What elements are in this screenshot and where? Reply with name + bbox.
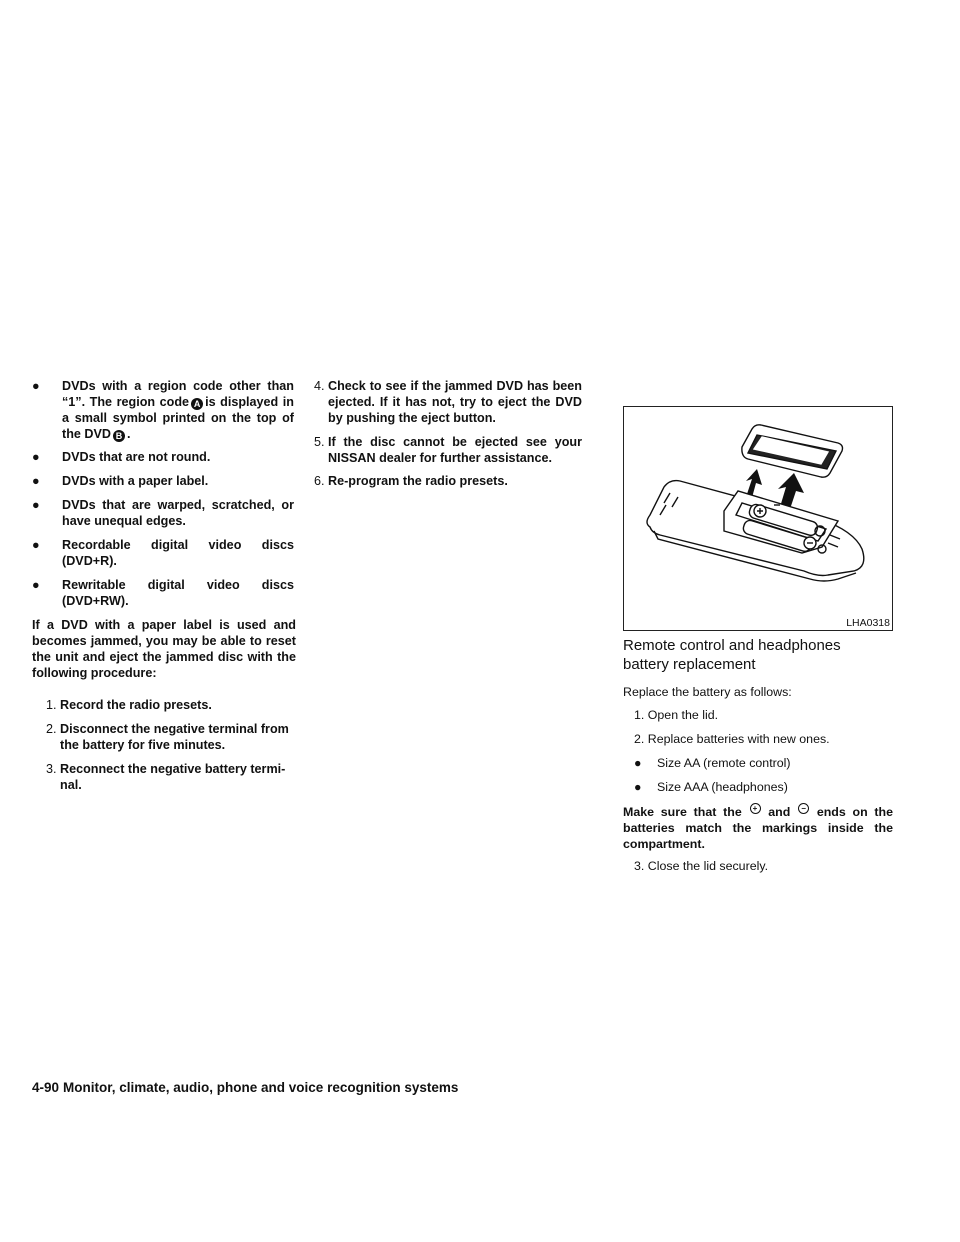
- plus-terminal-icon: +: [750, 803, 761, 814]
- step-number: 6.: [314, 474, 325, 488]
- step-text: Reconnect the negative battery termi- nal.: [60, 762, 286, 792]
- step-number: 4.: [314, 379, 325, 393]
- step-number: 2.: [46, 722, 57, 736]
- section-intro: Replace the battery as follows:: [623, 685, 792, 699]
- polarity-text: ends on the batteries match the markings inside the compartment.: [623, 805, 894, 851]
- step-text: If the disc cannot be ejected see your NISSAN dealer for further assistance.: [328, 435, 582, 465]
- battery-size-text: Size AA (remote control): [656, 756, 791, 770]
- remote-body: [647, 481, 864, 581]
- jam-intro-paragraph: If a DVD with a paper label is used and becomes jammed, you may be able to reset the unit and eject the jammed disc with the following procedure:: [32, 618, 296, 680]
- figure-label: LHA0318: [846, 617, 890, 629]
- step-text: Disconnect the negative terminal from the battery for five minutes.: [60, 722, 289, 752]
- battery-size-aa: [634, 755, 791, 771]
- step-number: 1.: [46, 698, 57, 712]
- step-number: 3.: [46, 762, 57, 776]
- bullet-text: is displayed in a small symbol printed on the top of the DVD: [62, 395, 295, 441]
- bullet-dot: ●: [32, 538, 40, 552]
- polarity-text: and: [768, 805, 791, 819]
- bullet-dot: ●: [634, 756, 642, 770]
- minus-terminal-icon: −: [798, 803, 809, 814]
- section-heading-line-1: Remote control and headphones: [623, 637, 841, 654]
- section-step-1: 1. Open the lid.: [634, 708, 719, 722]
- battery-size-text: Size AAA (headphones): [656, 780, 788, 794]
- page-footer: [32, 1080, 458, 1095]
- step-text: Re-program the radio presets.: [328, 474, 508, 488]
- bullet-dot: ●: [32, 474, 40, 488]
- bullet-dot: ●: [32, 498, 40, 512]
- bullet-region-code: [32, 378, 294, 444]
- polarity-note: [623, 803, 893, 852]
- bullet-text: .: [126, 427, 131, 441]
- bullet-text: DVDs that are warped, scratched, or have unequal edges.: [62, 498, 294, 528]
- bullet-text: DVDs with a paper label.: [62, 474, 209, 488]
- bullet-dot: ●: [32, 450, 40, 464]
- bullet-text: DVDs that are not round.: [62, 450, 211, 464]
- step-number: 5.: [314, 435, 325, 449]
- marker-b-icon: B: [113, 430, 125, 442]
- battery-replacement-figure: [623, 406, 893, 631]
- bullet-text: Recordable digital video discs (DVD+R).: [62, 538, 294, 568]
- chapter-title: Monitor, climate, audio, phone and voice recognition systems: [63, 1080, 459, 1095]
- polarity-text: Make sure that the: [623, 805, 742, 819]
- section-heading: [623, 636, 841, 674]
- bullet-dot: ●: [32, 379, 40, 393]
- bullet-text: Rewritable digital video discs (DVD+RW).: [62, 578, 294, 608]
- section-step-2: 2. Replace batteries with new ones.: [634, 732, 830, 746]
- section-heading-line-2: battery replacement: [623, 656, 756, 673]
- battery-size-aaa: [634, 779, 788, 795]
- bullet-dot: ●: [634, 780, 642, 794]
- remote-control-illustration: [624, 407, 892, 630]
- marker-a-icon: A: [191, 398, 203, 410]
- page-number: 4-90: [32, 1080, 60, 1095]
- step-text: Record the radio presets.: [60, 698, 212, 712]
- bullet-dot: ●: [32, 578, 40, 592]
- bullet-text: DVDs with a region code other than “1”. The region code: [62, 379, 294, 409]
- step-text: Check to see if the jammed DVD has been ejected. If it has not, try to eject the DVD by pushing the eject button.: [328, 379, 582, 425]
- section-step-3: 3. Close the lid securely.: [634, 859, 769, 873]
